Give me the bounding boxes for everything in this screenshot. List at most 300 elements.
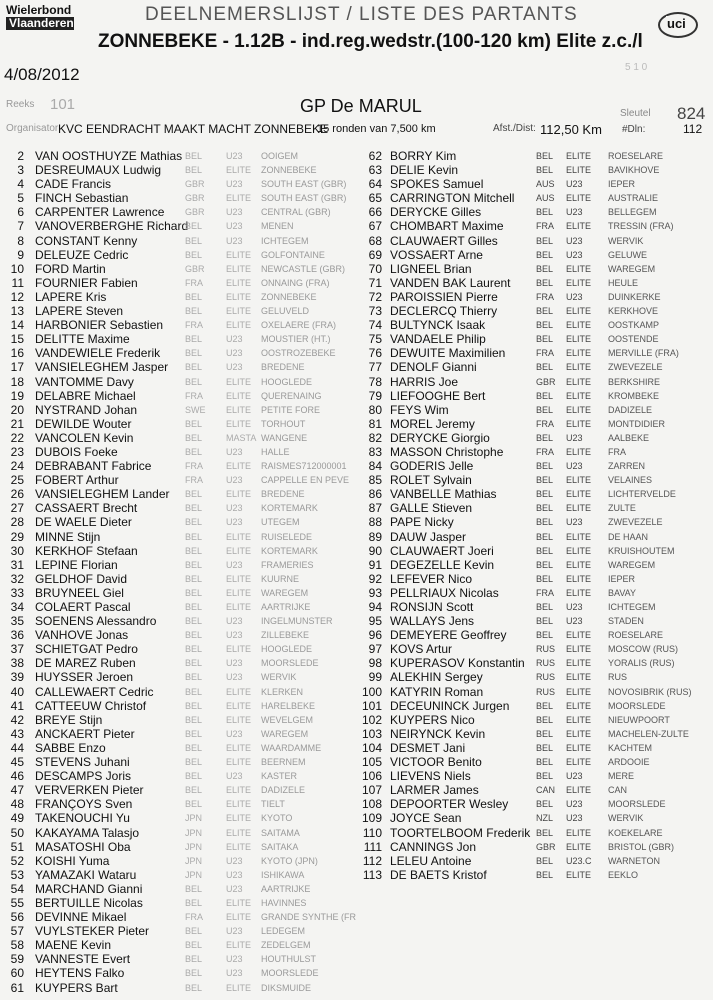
rider-nationality: BEL	[536, 151, 554, 161]
rider-name: DECEUNINCK Jurgen	[390, 698, 510, 713]
rider-number: 57	[10, 924, 24, 939]
organizer-label: Organisator	[6, 123, 59, 134]
rider-nationality: RUS	[536, 658, 556, 669]
rider-club: KYOTO (JPN)	[261, 855, 318, 866]
rider-nationality: JPN	[185, 827, 203, 838]
rider-club: NIEUWPOORT	[608, 714, 670, 725]
rider-category: U23	[226, 630, 243, 641]
rider-name: DELITTE Maxime	[35, 332, 130, 347]
rider-category: ELITE	[226, 320, 252, 331]
rider-club: ARDOOIE	[608, 757, 650, 768]
rider-name: LEFEVER Nico	[390, 571, 473, 586]
rider-number: 69	[368, 247, 382, 262]
rider-nationality: BEL	[185, 587, 203, 598]
rider-club: WAARDAMME	[261, 742, 322, 753]
rider-category: U23	[566, 432, 583, 443]
rider-number: 61	[10, 980, 24, 995]
rider-club: OOSTKAMP	[608, 320, 660, 331]
rider-nationality: BEL	[536, 165, 554, 176]
rider-category: ELITE	[226, 982, 252, 993]
rider-name: COLAERT Pascal	[35, 600, 131, 614]
rider-nationality: BEL	[185, 883, 203, 894]
rider-category: ELITE	[226, 827, 252, 838]
rider-name: GELDHOF David	[35, 571, 128, 586]
rider-number: 101	[361, 698, 382, 713]
rider-name: MARCHAND Gianni	[35, 881, 143, 896]
rider-category: U23	[226, 616, 243, 627]
rider-nationality: BEL	[536, 714, 554, 725]
rider-name: DELEUZE Cedric	[35, 247, 129, 262]
rider-name: VUYLSTEKER Pieter	[35, 924, 150, 939]
rider-name: DE BAETS Kristof	[390, 867, 487, 882]
rider-club: ONNAING (FRA)	[261, 277, 330, 288]
rider-name: VANSIELEGHEM Lander	[35, 487, 170, 502]
rider-name: PELLRIAUX Nicolas	[390, 585, 499, 600]
rider-club: NEWCASTLE (GBR)	[261, 263, 346, 274]
rider-nationality: GBR	[185, 207, 205, 218]
rider-name: STEVENS Juhani	[35, 755, 130, 770]
rider-number: 108	[361, 797, 382, 812]
rider-number: 25	[10, 473, 24, 488]
rider-nationality: GBR	[536, 376, 556, 387]
rider-name: VERVERKEN Pieter	[35, 783, 144, 798]
rider-club: ICHTEGEM	[608, 602, 656, 612]
rider-nationality: JPN	[185, 869, 203, 880]
rider-category: MASTA	[226, 432, 257, 443]
rider-number: 6	[17, 205, 24, 220]
rider-nationality: BEL	[185, 545, 203, 556]
rider-nationality: GBR	[185, 263, 205, 274]
rider-category: ELITE	[226, 461, 252, 472]
rider-name: LELEU Antoine	[390, 853, 472, 868]
rider-nationality: BEL	[536, 489, 554, 500]
rider-club: MENEN	[261, 221, 294, 232]
rider-number: 27	[10, 501, 24, 516]
rider-category: ELITE	[226, 757, 252, 768]
rider-category: ELITE	[226, 912, 252, 923]
rider-category: ELITE	[226, 249, 252, 260]
rider-category: ELITE	[566, 742, 592, 753]
rider-category: ELITE	[226, 813, 252, 824]
rider-name: HARRIS Joe	[390, 374, 459, 389]
rider-name: MINNE Stijn	[35, 529, 101, 544]
rider-name: DEMEYERE Geoffrey	[390, 628, 507, 643]
rider-category: U23	[566, 249, 583, 260]
rider-nationality: BEL	[536, 531, 554, 542]
rider-nationality: BEL	[185, 306, 203, 317]
rider-number: 91	[368, 557, 382, 572]
rider-club: OOSTROZEBEKE	[261, 348, 336, 359]
rider-club: ZONNEBEKE	[261, 165, 317, 176]
rider-club: RAISMES712000001	[261, 461, 347, 472]
rider-club: WAREGEM	[608, 263, 656, 274]
rider-club: BAVIKHOVE	[608, 165, 660, 176]
rider-category: ELITE	[226, 742, 252, 753]
rider-nationality: JPN	[185, 813, 203, 824]
rider-nationality: BEL	[536, 771, 554, 782]
rider-name: VAN OOSTHUYZE Mathias	[35, 149, 183, 163]
rider-club: CENTRAL (GBR)	[261, 207, 331, 218]
rider-nationality: FRA	[536, 587, 554, 598]
rider-category: ELITE	[566, 306, 592, 317]
rider-name: MASATOSHI Oba	[35, 839, 131, 854]
rider-nationality: BEL	[185, 432, 203, 443]
rider-number: 86	[368, 487, 382, 502]
rider-club: KYOTO	[261, 813, 293, 824]
rider-number: 10	[10, 261, 24, 276]
rider-number: 12	[10, 289, 24, 304]
rider-number: 41	[10, 698, 24, 713]
rider-number: 39	[10, 670, 24, 685]
rider-category: ELITE	[566, 785, 592, 796]
rider-club: DADIZELE	[261, 785, 306, 796]
rider-club: ZILLEBEKE	[261, 630, 310, 641]
rider-name: PAPE Nicky	[390, 515, 454, 530]
rider-number: 38	[10, 656, 24, 671]
rider-club: YORALIS (RUS)	[608, 658, 675, 669]
rider-club: DE HAAN	[608, 531, 649, 542]
rider-name: FORD Martin	[35, 261, 106, 276]
rider-number: 55	[10, 895, 24, 910]
rider-nationality: BEL	[185, 644, 203, 655]
rider-category: ELITE	[226, 545, 252, 556]
rider-club: ZWEVEZELE	[608, 517, 663, 528]
rider-category: ELITE	[566, 362, 592, 373]
rider-club: OOIGEM	[261, 151, 299, 161]
rider-number: 13	[10, 304, 24, 319]
rider-name: SOENENS Alessandro	[35, 614, 157, 629]
rider-category: ELITE	[226, 587, 252, 598]
rider-name: DELIE Kevin	[390, 163, 459, 178]
rider-category: ELITE	[566, 475, 592, 486]
rider-nationality: BEL	[536, 277, 554, 288]
rider-club: ZEDELGEM	[261, 940, 311, 951]
race-date: 4/08/2012	[4, 65, 80, 84]
rider-nationality: BEL	[185, 968, 203, 979]
laps-info: 15 ronden van 7,500 km	[317, 123, 436, 135]
rider-nationality: BEL	[185, 742, 203, 753]
rider-nationality: BEL	[536, 475, 554, 486]
rider-category: ELITE	[566, 348, 592, 359]
rider-number: 96	[368, 628, 382, 643]
rider-name: RONSIJN Scott	[390, 600, 474, 614]
rider-club: GELUWE	[608, 249, 648, 260]
sleutel-label: Sleutel	[620, 108, 651, 119]
rider-category: ELITE	[566, 390, 592, 401]
rider-name: DEGEZELLE Kevin	[390, 557, 495, 572]
rider-category: ELITE	[566, 644, 592, 655]
rider-nationality: FRA	[536, 348, 554, 359]
rider-category: U23	[566, 771, 583, 782]
rider-name: TOORTELBOOM Frederik	[390, 825, 531, 840]
rider-name: BULTYNCK Isaak	[390, 318, 486, 333]
rider-number: 45	[10, 755, 24, 770]
rider-number: 5	[17, 191, 24, 206]
rider-club: KASTER	[261, 771, 298, 782]
rider-nationality: BEL	[185, 249, 203, 260]
rider-category: ELITE	[566, 446, 592, 457]
distance-label: Afst./Dist:	[493, 123, 536, 134]
rider-club: MOSCOW (RUS)	[608, 644, 678, 655]
rider-club: BELLEGEM	[608, 207, 657, 218]
rider-category: ELITE	[566, 672, 592, 683]
rider-number: 80	[368, 402, 382, 417]
rider-number: 94	[368, 600, 382, 614]
rider-category: U23	[566, 517, 583, 528]
rider-number: 74	[368, 318, 382, 333]
rider-club: SAITAMA	[261, 827, 300, 838]
rider-category: U23	[226, 926, 243, 937]
rider-number: 73	[368, 304, 382, 319]
rider-category: ELITE	[566, 376, 592, 387]
rider-name: LEPINE Florian	[35, 557, 118, 572]
rider-category: ELITE	[566, 545, 592, 556]
rider-nationality: BEL	[536, 503, 554, 514]
rider-name: TAKENOUCHI Yu	[35, 811, 130, 826]
rider-number: 37	[10, 642, 24, 657]
rider-category: ELITE	[566, 841, 592, 852]
rider-club: WEVELGEM	[261, 714, 314, 725]
rider-category: ELITE	[566, 151, 592, 161]
rider-number: 82	[368, 430, 382, 445]
rider-name: GALLE Stieven	[390, 501, 473, 516]
rider-nationality: BEL	[185, 785, 203, 796]
rider-club: PETITE FORE	[261, 404, 321, 415]
rider-nationality: BEL	[536, 700, 554, 711]
rider-nationality: BEL	[185, 503, 203, 514]
rider-number: 113	[362, 867, 382, 882]
rider-number: 105	[361, 755, 382, 770]
rider-club: WARNETON	[608, 855, 661, 866]
rider-nationality: BEL	[185, 573, 203, 584]
rider-name: FEYS Wim	[390, 402, 449, 417]
rider-number: 67	[368, 219, 382, 234]
rider-number: 23	[10, 444, 24, 459]
rider-nationality: BEL	[185, 489, 203, 500]
rider-name: BRUYNEEL Giel	[35, 585, 124, 600]
rider-number: 70	[368, 261, 382, 276]
rider-category: ELITE	[566, 587, 592, 598]
rider-number: 20	[10, 402, 24, 417]
rider-category: U23	[566, 813, 583, 824]
rider-number: 43	[10, 726, 24, 741]
rider-nationality: BEL	[185, 291, 203, 302]
rider-category: ELITE	[226, 940, 252, 951]
rider-club: TRESSIN (FRA)	[608, 221, 674, 232]
rider-club: LICHTERVELDE	[608, 489, 676, 500]
rider-nationality: BEL	[185, 954, 203, 965]
rider-nationality: BEL	[536, 827, 554, 838]
uci-logo	[654, 10, 700, 40]
rider-club: AUSTRALIE	[608, 193, 659, 204]
uci-logo-text: uci	[667, 16, 686, 31]
rider-category: ELITE	[566, 700, 592, 711]
rider-number: 84	[368, 459, 382, 474]
rider-club: IEPER	[608, 573, 636, 584]
rider-name: HUYSSER Jeroen	[35, 670, 134, 685]
rider-category: U23	[226, 968, 243, 979]
rider-club: INGELMUNSTER	[261, 616, 333, 627]
distance-value: 112,50 Km	[540, 122, 602, 137]
rider-nationality: BEL	[185, 686, 203, 697]
rider-number: 88	[368, 515, 382, 530]
rider-category: U23	[566, 602, 583, 612]
rider-club: BAVAY	[608, 587, 637, 598]
rider-nationality: FRA	[185, 912, 203, 923]
rider-name: FRANÇOYS Sven	[35, 797, 133, 812]
rider-nationality: RUS	[536, 644, 556, 655]
rider-number: 18	[10, 374, 24, 389]
rider-name: MASSON Christophe	[390, 444, 504, 459]
rider-number: 31	[10, 557, 24, 572]
rider-nationality: BEL	[185, 334, 203, 345]
rider-name: SABBE Enzo	[35, 740, 106, 755]
rider-club: WERVIK	[261, 672, 297, 683]
rider-number: 32	[10, 571, 24, 586]
rider-club: AARTRIJKE	[261, 602, 311, 612]
rider-club: MONTDIDIER	[608, 418, 665, 429]
rider-nationality: RUS	[536, 672, 556, 683]
rider-club: ROESELARE	[608, 630, 664, 641]
rider-name: DESMET Jani	[390, 740, 466, 755]
rider-nationality: BEL	[185, 165, 203, 176]
rider-number: 42	[10, 712, 24, 727]
rider-category: ELITE	[566, 489, 592, 500]
rider-number: 52	[10, 853, 24, 868]
rider-category: ELITE	[226, 897, 252, 908]
rider-category: U23	[226, 658, 243, 669]
rider-category: ELITE	[566, 714, 592, 725]
rider-category: U23	[566, 179, 583, 190]
rider-nationality: BEL	[185, 700, 203, 711]
rider-nationality: BEL	[536, 432, 554, 443]
rider-number: 97	[368, 642, 382, 657]
rider-number: 53	[10, 867, 24, 882]
rider-name: BERTUILLE Nicolas	[35, 895, 143, 910]
rider-club: KROMBEKE	[608, 390, 660, 401]
rider-club: CAPPELLE EN PEVE	[261, 475, 350, 486]
rider-number: 92	[368, 571, 382, 586]
rider-category: ELITE	[566, 334, 592, 345]
rider-club: MOUSTIER (HT.)	[261, 334, 331, 345]
rider-nationality: BEL	[185, 531, 203, 542]
rider-name: VANTOMME Davy	[35, 374, 134, 389]
rider-category: U23	[566, 616, 583, 627]
rider-nationality: BEL	[536, 320, 554, 331]
rider-club: GELUVELD	[261, 306, 310, 317]
rider-club: ICHTEGEM	[261, 235, 309, 246]
rider-number: 50	[10, 825, 24, 840]
rider-number: 30	[10, 543, 24, 558]
rider-club: BREDENE	[261, 362, 305, 373]
rider-club: EEKLO	[608, 869, 639, 880]
rider-club: HEULE	[608, 277, 639, 288]
rider-nationality: BEL	[185, 517, 203, 528]
rider-club: HALLE	[261, 446, 290, 457]
rider-category: ELITE	[226, 193, 252, 204]
rider-club: IEPER	[608, 179, 636, 190]
rider-number: 75	[368, 332, 382, 347]
rider-number: 2	[17, 149, 24, 163]
rider-nationality: BEL	[185, 926, 203, 937]
rider-club: MOORSLEDE	[261, 968, 319, 979]
rider-number: 72	[368, 289, 382, 304]
rider-nationality: BEL	[536, 742, 554, 753]
rider-club: KORTEMARK	[261, 503, 318, 514]
rider-category: U23	[226, 179, 243, 190]
rider-nationality: JPN	[185, 855, 203, 866]
rider-name: NEIRYNCK Kevin	[390, 726, 486, 741]
rider-nationality: BEL	[185, 348, 203, 359]
rider-club: HAVINNES	[261, 897, 307, 908]
rider-category: U23	[226, 559, 243, 570]
rider-name: VANHOVE Jonas	[35, 628, 129, 643]
rider-category: U23	[566, 799, 583, 810]
rider-name: CALLEWAERT Cedric	[35, 684, 154, 699]
rider-nationality: CAN	[536, 785, 556, 796]
rider-club: RUS	[608, 672, 628, 683]
rider-nationality: FRA	[536, 446, 554, 457]
rider-number: 7	[17, 219, 24, 234]
participants-value: 112	[683, 122, 703, 136]
rider-name: JOYCE Sean	[390, 811, 462, 826]
rider-name: LIEFOOGHE Bert	[390, 388, 486, 403]
rider-nationality: BEL	[536, 249, 554, 260]
rider-name: DE MAREZ Ruben	[35, 656, 136, 671]
rider-category: ELITE	[566, 757, 592, 768]
rider-nationality: BEL	[536, 799, 554, 810]
rider-number: 60	[10, 966, 24, 981]
rider-number: 51	[10, 839, 24, 854]
rider-club: WAREGEM	[261, 587, 309, 598]
rider-name: VANSIELEGHEM Jasper	[35, 360, 169, 375]
rider-nationality: BEL	[536, 602, 554, 612]
rider-name: BREYE Stijn	[35, 712, 103, 727]
rider-name: DEVINNE Mikael	[35, 910, 127, 925]
rider-number: 95	[368, 614, 382, 629]
rider-number: 64	[368, 177, 382, 192]
rider-name: DELABRE Michael	[35, 388, 136, 403]
rider-club: ZARREN	[608, 461, 646, 472]
rider-number: 35	[10, 614, 24, 629]
rider-nationality: FRA	[185, 320, 203, 331]
rider-category: U23	[226, 771, 243, 782]
rider-number: 107	[361, 783, 382, 798]
rider-club: BREDENE	[261, 489, 305, 500]
rider-club: HOOGLEDE	[261, 376, 313, 387]
rider-nationality: AUS	[536, 193, 555, 204]
rider-category: ELITE	[226, 841, 252, 852]
rider-name: NYSTRAND Johan	[35, 402, 138, 417]
rider-name: VANOVERBERGHE Richard	[35, 219, 189, 234]
rider-club: MERE	[608, 771, 635, 782]
rider-number: 112	[362, 853, 382, 868]
rider-number: 66	[368, 205, 382, 220]
rider-nationality: BEL	[536, 517, 554, 528]
rider-nationality: BEL	[185, 559, 203, 570]
rider-category: ELITE	[566, 573, 592, 584]
rider-number: 62	[368, 149, 382, 163]
rider-name: FOURNIER Fabien	[35, 275, 138, 290]
rider-category: U23	[226, 348, 243, 359]
rider-name: CARPENTER Lawrence	[35, 205, 165, 220]
rider-category: ELITE	[566, 728, 592, 739]
rider-number: 79	[368, 388, 382, 403]
rider-name: DEWILDE Wouter	[35, 416, 132, 431]
rider-club: KRUISHOUTEM	[608, 545, 675, 556]
rider-club: WAREGEM	[608, 559, 656, 570]
rider-nationality: BEL	[185, 728, 203, 739]
